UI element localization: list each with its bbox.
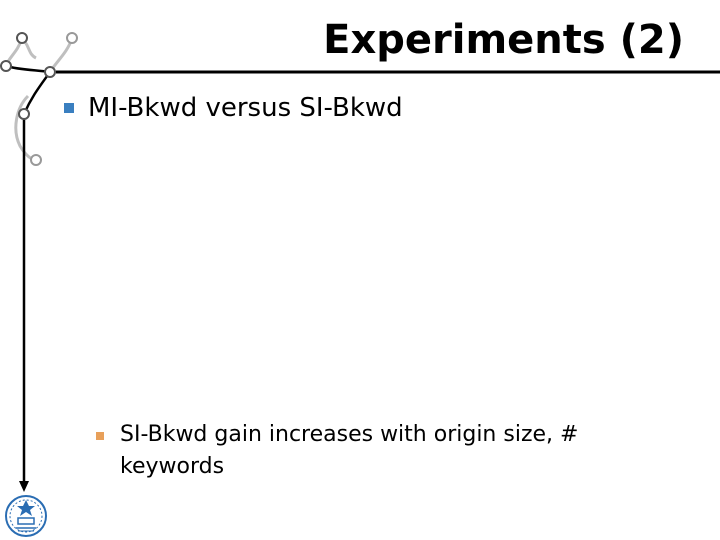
institute-crest-icon — [0, 492, 52, 540]
slide-title: Experiments (2) — [323, 17, 684, 63]
bullet-level-1 — [64, 88, 403, 128]
bullet-text: SI-Bkwd gain increases with origin size, # keywords — [120, 422, 579, 479]
bullet-level-2 — [96, 419, 656, 483]
square-bullet-icon — [64, 103, 74, 113]
square-bullet-icon — [96, 432, 104, 440]
bullet-text: MI-Bkwd versus SI-Bkwd — [88, 93, 403, 123]
